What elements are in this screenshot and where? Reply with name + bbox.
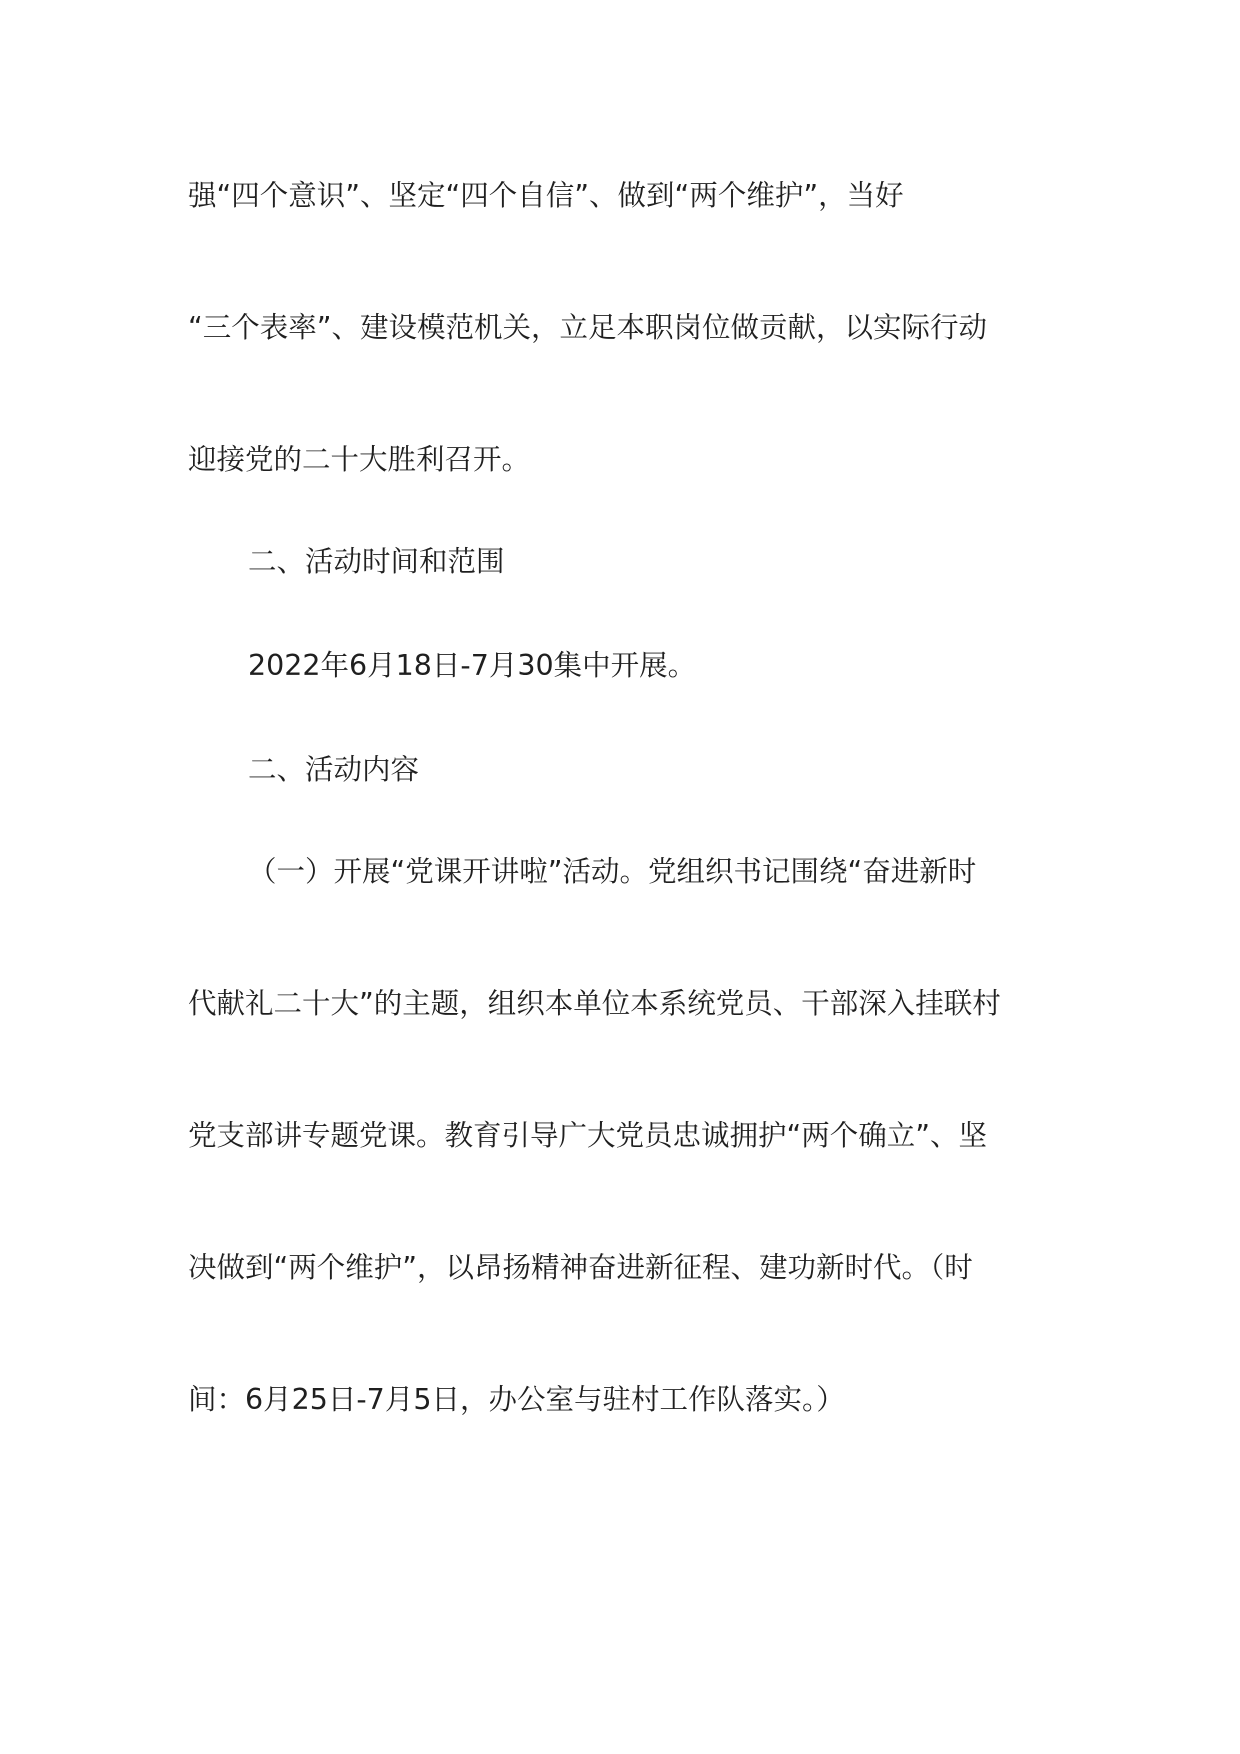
item-1-line-3: 党支部讲专题党课。教育引导广大党员忠诚拥护“两个确立”、坚 xyxy=(188,1119,988,1152)
paragraph-1-line-1: 强“四个意识”、坚定“四个自信”、做到“两个维护”，当好 xyxy=(188,179,904,212)
item-1-line-4: 决做到“两个维护”，以昂扬精神奋进新征程、建功新时代。（时 xyxy=(188,1251,973,1284)
item-1-line-2: 代献礼二十大”的主题，组织本单位本系统党员、干部深入挂联村 xyxy=(188,987,1001,1020)
section-heading-time-scope: 二、活动时间和范围 xyxy=(248,545,505,578)
section-heading-content: 二、活动内容 xyxy=(248,753,420,786)
item-1-line-5: 间：6月25日-7月5日，办公室与驻村工作队落实。） xyxy=(188,1383,845,1416)
item-1-line-1: （一）开展“党课开讲啦”活动。党组织书记围绕“奋进新时 xyxy=(248,855,977,888)
time-scope-text: 2022年6月18日-7月30集中开展。 xyxy=(248,649,697,682)
paragraph-1-line-3: 迎接党的二十大胜利召开。 xyxy=(188,443,531,476)
paragraph-1-line-2: “三个表率”、建设模范机关，立足本职岗位做贡献，以实际行动 xyxy=(188,311,988,344)
